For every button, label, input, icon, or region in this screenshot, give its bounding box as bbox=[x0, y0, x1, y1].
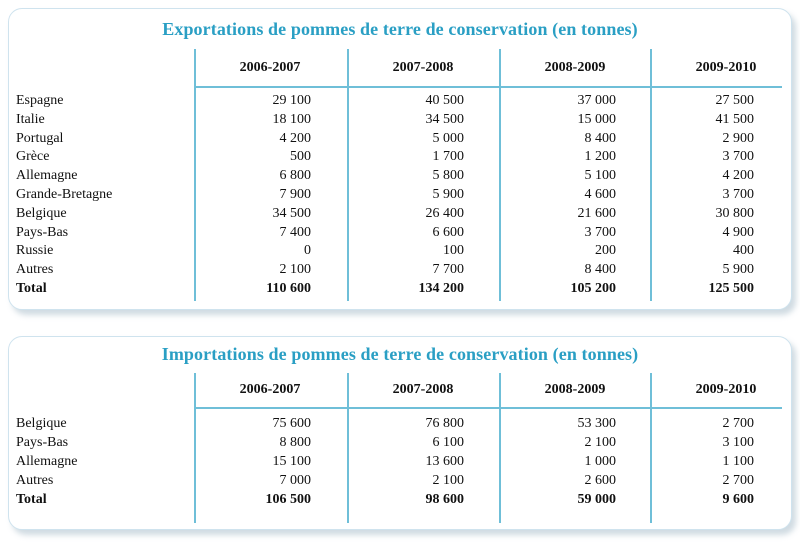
table-cell: 1 000 bbox=[584, 454, 616, 469]
exports-table-panel bbox=[8, 8, 792, 310]
row-label: Grèce bbox=[16, 149, 50, 165]
row-label: Total bbox=[16, 492, 47, 507]
table-cell: 34 500 bbox=[272, 205, 311, 221]
row-label: Pays-Bas bbox=[16, 224, 69, 240]
row-label: Belgique bbox=[16, 205, 67, 221]
table-cell: 2 700 bbox=[722, 473, 754, 488]
table-row bbox=[9, 93, 791, 111]
table-cell: 37 000 bbox=[577, 93, 616, 108]
table-cell: 105 200 bbox=[570, 281, 616, 296]
row-label: Espagne bbox=[16, 93, 64, 108]
row-label: Allemagne bbox=[16, 454, 78, 469]
table-cell: 2 900 bbox=[722, 130, 754, 146]
table-cell: 4 200 bbox=[722, 168, 754, 184]
table-cell: 2 100 bbox=[279, 262, 311, 278]
total-row bbox=[9, 492, 791, 510]
row-label: Russie bbox=[16, 243, 54, 259]
table-cell: 6 100 bbox=[432, 435, 464, 450]
table-cell: 2 700 bbox=[722, 416, 754, 431]
table-cell: 75 600 bbox=[272, 416, 311, 431]
table-row bbox=[9, 206, 791, 224]
table-cell: 1 100 bbox=[722, 454, 754, 469]
table-cell: 13 600 bbox=[425, 454, 464, 469]
table-cell: 500 bbox=[290, 149, 311, 165]
table-cell: 4 900 bbox=[722, 224, 754, 240]
table-cell: 125 500 bbox=[708, 281, 754, 296]
table-cell: 5 800 bbox=[432, 168, 464, 184]
table-row bbox=[9, 454, 791, 472]
column-header: 2006-2007 bbox=[239, 382, 301, 397]
column-header: 2009-2010 bbox=[695, 60, 757, 75]
row-label: Portugal bbox=[16, 130, 64, 146]
table-cell: 9 600 bbox=[722, 492, 754, 507]
table-cell: 59 000 bbox=[577, 492, 616, 507]
table-cell: 400 bbox=[733, 243, 754, 259]
column-header: 2007-2008 bbox=[392, 382, 454, 397]
header-rule bbox=[194, 407, 782, 409]
imports-table-panel bbox=[8, 336, 792, 530]
table-cell: 2 100 bbox=[432, 473, 464, 488]
table-cell: 53 300 bbox=[577, 416, 616, 431]
column-header: 2008-2009 bbox=[544, 382, 606, 397]
row-label: Italie bbox=[16, 111, 45, 127]
table-row bbox=[9, 473, 791, 491]
column-header: 2006-2007 bbox=[239, 60, 301, 75]
table-cell: 26 400 bbox=[425, 205, 464, 221]
table-cell: 0 bbox=[304, 243, 311, 259]
table-cell: 2 100 bbox=[584, 435, 616, 450]
table-cell: 106 500 bbox=[265, 492, 311, 507]
column-header: 2008-2009 bbox=[544, 60, 606, 75]
table-cell: 5 900 bbox=[722, 262, 754, 278]
table-cell: 2 600 bbox=[584, 473, 616, 488]
table-cell: 3 700 bbox=[722, 149, 754, 165]
table-cell: 5 100 bbox=[584, 168, 616, 184]
table-cell: 3 100 bbox=[722, 435, 754, 450]
table-row bbox=[9, 435, 791, 453]
table-cell: 6 600 bbox=[432, 224, 464, 240]
table-row bbox=[9, 225, 791, 243]
table-cell: 27 500 bbox=[715, 93, 754, 108]
row-label: Belgique bbox=[16, 416, 67, 431]
table-cell: 40 500 bbox=[425, 93, 464, 108]
table-cell: 5 900 bbox=[432, 187, 464, 202]
table-cell: 8 800 bbox=[279, 435, 311, 450]
table-row bbox=[9, 149, 791, 167]
row-label: Grande-Bretagne bbox=[16, 187, 113, 202]
table-cell: 1 700 bbox=[432, 149, 464, 165]
table-cell: 8 400 bbox=[584, 130, 616, 146]
table-cell: 30 800 bbox=[715, 205, 754, 221]
table-cell: 1 200 bbox=[584, 149, 616, 165]
table-cell: 3 700 bbox=[584, 224, 616, 240]
table-cell: 21 600 bbox=[577, 205, 616, 221]
table-cell: 15 100 bbox=[272, 454, 311, 469]
row-label: Autres bbox=[16, 473, 54, 488]
table-cell: 7 700 bbox=[432, 262, 464, 278]
table-cell: 200 bbox=[595, 243, 616, 259]
table-cell: 8 400 bbox=[584, 262, 616, 278]
table-cell: 98 600 bbox=[425, 492, 464, 507]
imports-title: Importations de pommes de terre de conservation (en tonnes) bbox=[161, 344, 639, 364]
table-cell: 7 400 bbox=[279, 224, 311, 240]
table-row bbox=[9, 131, 791, 149]
table-cell: 3 700 bbox=[722, 187, 754, 202]
table-row bbox=[9, 168, 791, 186]
table-row bbox=[9, 112, 791, 130]
table-row bbox=[9, 187, 791, 205]
header-rule bbox=[194, 86, 782, 88]
table-cell: 4 600 bbox=[584, 187, 616, 202]
table-cell: 29 100 bbox=[272, 93, 311, 108]
table-row bbox=[9, 416, 791, 434]
table-row bbox=[9, 243, 791, 261]
table-cell: 134 200 bbox=[418, 281, 464, 296]
column-header: 2009-2010 bbox=[695, 382, 757, 397]
table-cell: 7 900 bbox=[279, 187, 311, 202]
table-cell: 110 600 bbox=[266, 281, 311, 296]
row-label: Pays-Bas bbox=[16, 435, 69, 450]
column-header: 2007-2008 bbox=[392, 60, 454, 75]
table-cell: 18 100 bbox=[272, 111, 311, 127]
total-row bbox=[9, 281, 791, 299]
table-row bbox=[9, 262, 791, 280]
table-cell: 6 800 bbox=[279, 168, 311, 184]
table-cell: 34 500 bbox=[425, 111, 464, 127]
table-cell: 100 bbox=[443, 243, 464, 259]
row-label: Autres bbox=[16, 262, 54, 278]
row-label: Total bbox=[16, 281, 47, 296]
exports-title: Exportations de pommes de terre de conservation (en tonnes) bbox=[162, 19, 638, 39]
table-cell: 41 500 bbox=[715, 111, 754, 127]
row-label: Allemagne bbox=[16, 168, 78, 184]
table-cell: 5 000 bbox=[432, 130, 464, 146]
table-cell: 15 000 bbox=[577, 111, 616, 127]
table-cell: 76 800 bbox=[425, 416, 464, 431]
table-cell: 4 200 bbox=[279, 130, 311, 146]
table-cell: 7 000 bbox=[279, 473, 311, 488]
